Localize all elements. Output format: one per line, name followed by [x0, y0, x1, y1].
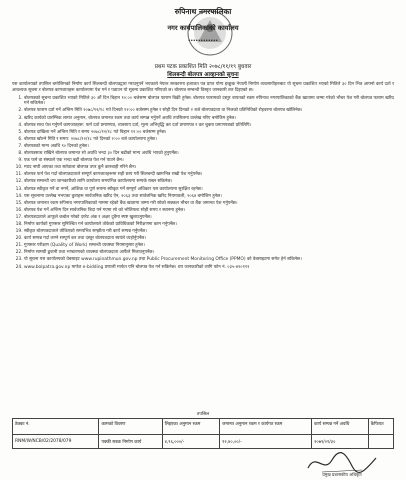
condition-item: 9. एक फर्म वा संस्थाले एक भन्दा बढी बोलपत्र पेश गर्न पाउने छैन।: [24, 158, 394, 164]
table-cell: ४,९६,०००/-: [162, 435, 219, 449]
notice-title: शिलबन्दी बोलपत्र आव्हानको सूचना: [167, 72, 239, 78]
table-cell: RNM/W/NCB/02/2078/079: [13, 435, 99, 449]
conditions-list: [12, 96, 394, 271]
table-header-cell: कार्य सम्पन्न गर्ने अवधि: [312, 419, 369, 435]
intro-paragraph: यस कार्यालयको तपसिल बमोजिमको निर्माण कार्य सिलबन्दी बोलपत्रद्वारा गराउनुपर्ने भएकाले नेपाल सरकारमा इजाजत पत्र प्राप्त योग्य इच्छुक नेपाली निर्माण व्यवसायीहरुबाट यो सूचना प्रकाशित भएको मितिले ३० दिन भित्र आफ्नो कार्य दर्ता र आवश्यक सूचना र बोलपत्र कागजातहरू कार्यालयमा पेश गर्न र पठाउन यो सूचना प्रकाशित गरिएको छ। बोलपत्र सम्बन्धी विस्तृत जानकारी तल दिइएको छ।: [12, 82, 394, 93]
schedule-caption: तपसिल: [196, 412, 210, 417]
table-cell: [368, 435, 393, 449]
table-body: [13, 435, 394, 449]
condition-item: 7. बोलपत्रको मान्य अवधि ९० दिनको हुनेछ।: [24, 144, 394, 150]
table-header-cell: ठेक्का नं.: [13, 419, 99, 435]
condition-item: 22. निर्माण सामग्री ढुवानी तथा भण्डारणको व्यवस्था बोलपत्रदाता आफैंले मिलाउनुपर्नेछ।: [24, 250, 394, 256]
table-row: [13, 435, 394, 449]
table-header-row: [13, 419, 394, 435]
condition-item: 5. बोलपत्र दाखिला गर्ने अन्तिम मिति र समय २०७८/१२/१८ गते बिहान १२:०० बजेसम्म हुनेछ।: [24, 130, 394, 136]
condition-item: 2. बोलपत्र फाराम दर्ता गर्ने अन्तिम मिति २०७८/१२/१८ गते दिनको १२:०० बजेसम्म हुनेछ र सोही दिन दिनको २ बजे बोलपत्रदाता वा निजको प्रतिनिधिको रोहवरमा बोलपत्र खोलिनेछ।: [24, 108, 394, 114]
condition-item: 10. म्याद नाघी आएका तथा सर्तवाला बोलपत्र उपर कुनै कारबाही गरिने छैन।: [24, 165, 394, 171]
condition-item: 23. यो सूचना यस कार्यालयको वेबसाइट www.rupinathmun.gov.np तथा Public Procurement Monitoring Office (PPMO) को वेबसाइटमा समेत हेर्न सकिनेछ।: [24, 257, 394, 263]
table-header-cell: कैफियत: [368, 419, 393, 435]
org-name: रुपिनाथ नगरपालिका: [174, 7, 232, 16]
condition-item: 12. बोलपत्र सम्बन्धी थप जानकारीको लागि कार्यालय समयभित्र कार्यालयमा सम्पर्क राख्न सकिनेछ।: [24, 179, 394, 185]
office-name: नगर कार्यपालिकाको कार्यालय: [167, 24, 239, 32]
notice-body: [12, 82, 394, 272]
condition-item: 18. निर्माण कार्यको गुणस्तर सुनिश्चित गर्न कार्यालयले तोकेको प्राविधिकको निरीक्षणमा काम गर्नुपर्नेछ।: [24, 222, 394, 228]
condition-item: 15. बोलपत्र जमानत रकम रुपिनाथ नगरपालिकाको नाममा रहेको बैंक खातामा जम्मा गरी सोको सक्कल भौचर वा बैंक जमानत पेश गर्नुपर्नेछ।: [24, 201, 394, 207]
condition-item: 24. www.bolpatra.gov.np मार्फत e-bidding प्रणाली मार्फत पनि बोलपत्र पेश गर्न सकिनेछ। थप जानकारीको लागि फोन नं. ०३५-४२०११२: [24, 265, 394, 271]
condition-item: 21. गुणस्तर परीक्षण (Quality of Work) सम्बन्धी व्यवस्था नियमानुसार हुनेछ।: [24, 243, 394, 249]
schedule-table: [12, 418, 394, 449]
condition-item: 3. खरिद कार्यको प्रारम्भिक लागत अनुमान, बोलपत्र जमानत रकम तथा कार्य सम्पन्न गर्नुपर्ने अवधि तपसिलमा उल्लेख गरिए बमोजिम हुनेछ।: [24, 116, 394, 122]
publication-date: प्रथम पटक प्रकाशित मिति २०७८/११/१९ बुधवार: [154, 64, 252, 70]
table-header-cell: कामको विवरण: [99, 419, 162, 435]
condition-item: 13. बोलपत्र स्वीकृत गर्ने वा नगर्ने, आंशिक वा पूर्ण रूपमा स्वीकृत गर्ने सम्पूर्ण अधिकार यस कार्यालयमा सुरक्षित रहनेछ।: [24, 187, 394, 193]
table-header-cell: जमानत अनुमान रकम र कार्यगत रकम: [220, 419, 312, 435]
condition-item: 20. कार्य सम्पन्न गर्दा लाग्ने सम्पूर्ण कर तथा दस्तुर बोलपत्रदाता स्वयंले व्यहोर्नुपर्नेछ।: [24, 236, 394, 242]
condition-item: 17. बोलपत्रदाताले आफूले कबोल गरेको दररेट अंक र अक्षर दुवैमा स्पष्ट खुलाउनुपर्नेछ।: [24, 215, 394, 221]
condition-item: 19. स्वीकृत बोलपत्रदाताले तोकिएको समयभित्र सम्झौता गरी कार्य सम्पन्न गर्नुपर्नेछ।: [24, 229, 394, 235]
condition-item: 14. यस सूचनामा उल्लेख नभएका कुराहरू सार्वजनिक खरिद ऐन, २०६३ तथा सार्वजनिक खरिद नियमावली, २०६४ बमोजिम हुनेछ।: [24, 194, 394, 200]
table-cell: २०७९/०१/३०: [312, 435, 369, 449]
signatory-title: प्रमुख प्रशासकीय अधिकृत: [322, 472, 362, 477]
table-cell: पक्की सडक निर्माण कार्य: [99, 435, 162, 449]
condition-item: 8. बोलपत्रसाथ राखिने बोलपत्र जमानत सो अवधि भन्दा ३० दिन बढीको मान्य अवधि भएको हुनुपर्नेछ।: [24, 151, 394, 157]
table-header-cell: लिइएका अनुमान रकम: [162, 419, 219, 435]
office-address: ............: [187, 35, 219, 43]
condition-item: 1. बोलपत्रको सूचना प्रकाशित भएको मितिले ३० औं दिन बिहान १०:०० बजेसम्म बोलपत्र फाराम बिक्री हुनेछ। बोलपत्र फारामको दस्तुर बापतको रकम रुपिनाथ नगरपालिकाको बैंक खातामा जम्मा गरेको भौचर पेश गरी बोलपत्र फाराम खरिद गर्न सकिनेछ।: [24, 96, 394, 108]
condition-item: 4. बोलपत्र साथ पेश गर्नुपर्ने कागजातहरू: फर्म दर्ता प्रमाणपत्र, व्यवसाय दर्ता, मूल्य अभिवृद्धि कर दर्ता प्रमाणपत्र र कर चुक्ता प्रमाणपत्रको प्रतिलिपि।: [24, 123, 394, 129]
condition-item: 11. बोलपत्र फर्म पेश गर्दा बोलपत्रदाताले सम्पूर्ण कागजातहरूमा सही छाप गरी सिलबन्दी खामभित्र राखी पेश गर्नुपर्नेछ।: [24, 172, 394, 178]
condition-item: 16. बोलपत्र पेश गर्ने अन्तिम दिन सार्वजनिक बिदा पर्न गएमा सो को भोलिपल्ट सोही समय र स्थानमा हुनेछ।: [24, 208, 394, 214]
table-cell: १२,४०,००/-: [220, 435, 312, 449]
condition-item: 6. बोलपत्र खोल्ने मिति र समय: २०७८/१२/१८ गते दिनको २:०० बजे कार्यालयमा हुनेछ।: [24, 137, 394, 143]
